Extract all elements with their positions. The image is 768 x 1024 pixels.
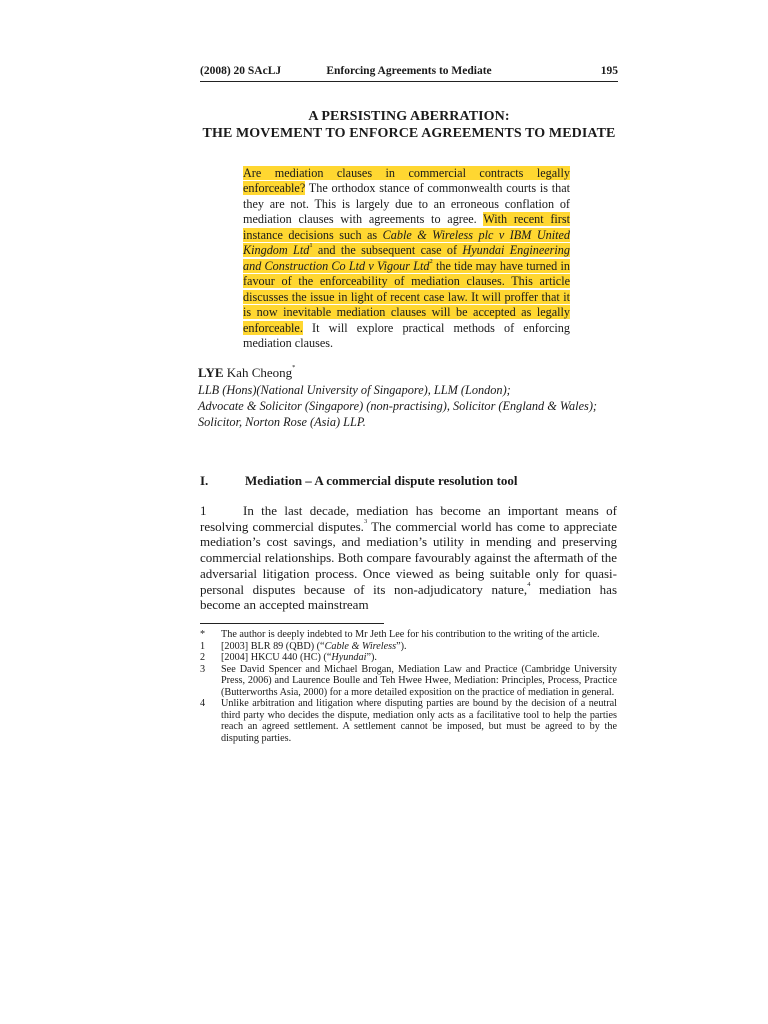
- footnote-ref[interactable]: 4: [527, 580, 531, 588]
- author-affiliations: [198, 382, 618, 430]
- footnote-mark: 4: [200, 698, 206, 709]
- affiliation: Advocate & Solicitor (Singapore) (non-practising), Solicitor (England & Wales);: [198, 399, 598, 413]
- case-name: Hyundai Engineering and Construction Co Ltd v Vigour Ltd: [243, 243, 570, 273]
- author-given-name: Kah Cheong: [223, 365, 293, 380]
- footnote: 3 See David Spencer and Michael Brogan, Mediation Law and Practice (Cambridge University Press, 2006) and Laurence Boulle and Teh Hwee Hwee, Mediation: Principles, Process, Practice (Butterworths Asia, 2000) for a more detailed exposition on the practice of mediation in general.: [200, 663, 617, 698]
- footnote-rule: [200, 623, 384, 624]
- journal-citation: (2008) 20 SAcLJ: [200, 65, 282, 77]
- paragraph-number: 1: [200, 503, 207, 518]
- article-title-line-1: A PERSISTING ABERRATION:: [308, 109, 510, 124]
- footnote-mark: 2: [200, 652, 206, 663]
- affiliation: Solicitor, Norton Rose (Asia) LLP.: [198, 415, 366, 429]
- highlight: With recent first instance decisions such as Cable & Wireless plc v IBM United Kingdom Ltd$^1$ and the subsequent case of Hyundai Engineering and Construction Co Ltd v Vigour Ltd$^2$ the tide may have turned in favour of the enforceability of mediation clauses. This article discusses the issue in light of recent case law. It will proffer that it is now inevitable mediation clauses will be accepted as legally enforceable.: [243, 212, 571, 335]
- body-paragraph: 1 In the last decade, mediation has become an important means of resolving commercial disputes.$^3$ The commercial world has come to appreciate mediation’s cost savings, and mediation’s utility in mending and preserving commercial relationships. Both compare favourably against the aftermath of the adversarial litigation process. Once viewed as being suitable only for quasi-personal disputes because of its non-adjudicatory nature,$^4$ mediation has become an accepted mainstream: [200, 503, 617, 613]
- page-number: 195: [600, 65, 618, 77]
- footnote: 1 [2003] BLR 89 (QBD) (“Cable & Wireless”).: [200, 640, 407, 652]
- section-number: I.: [200, 473, 209, 488]
- running-head: [200, 65, 618, 79]
- footnote-ref[interactable]: 3: [363, 517, 368, 525]
- highlight: Are mediation clauses in commercial contracts legally enforceable?: [243, 166, 570, 196]
- running-title: Enforcing Agreements to Mediate: [326, 65, 492, 77]
- section-title: Mediation – A commercial dispute resolution tool: [245, 473, 518, 488]
- footnote-ref[interactable]: 1: [309, 242, 313, 250]
- footnote-ref[interactable]: 2: [429, 257, 433, 265]
- footnote: 2 [2004] HKCU 440 (HC) (“Hyundai”).: [200, 652, 377, 663]
- footnote-mark: 1: [200, 640, 206, 652]
- footnote-ref[interactable]: *: [292, 364, 296, 371]
- footnote-mark: *: [200, 629, 206, 640]
- footnote: * The author is deeply indebted to Mr Jeth Lee for his contribution to the writing of the article.: [200, 629, 600, 640]
- abstract-text: It will explore practical methods of enforcing mediation clauses.: [243, 320, 570, 350]
- abstract: [243, 166, 570, 351]
- footnote-mark: 3: [200, 663, 206, 675]
- case-name: Cable & Wireless plc v IBM United Kingdom Ltd: [243, 227, 571, 258]
- article-title-line-2: THE MOVEMENT TO ENFORCE AGREEMENTS TO MEDIATE: [202, 126, 616, 141]
- abstract-text: The orthodox stance of commonwealth courts is that they are not. This is largely due to an erroneous conflation of mediation clauses with agreements to agree.: [243, 181, 570, 227]
- header-rule: [200, 81, 618, 82]
- author-name: [198, 365, 618, 381]
- affiliation: LLB (Hons)(National University of Singapore), LLM (London);: [198, 383, 511, 397]
- footnote: 4 Unlike arbitration and litigation where disputing parties are bound by the decision of a neutral third party who decides the dispute, mediation only acts as a facilitative tool to help the parties reach an agreed settlement. A settlement cannot be imposed, but must be agreed to by the disputing parties.: [200, 698, 617, 744]
- author-surname: LYE: [198, 365, 224, 380]
- footnotes: [200, 629, 617, 744]
